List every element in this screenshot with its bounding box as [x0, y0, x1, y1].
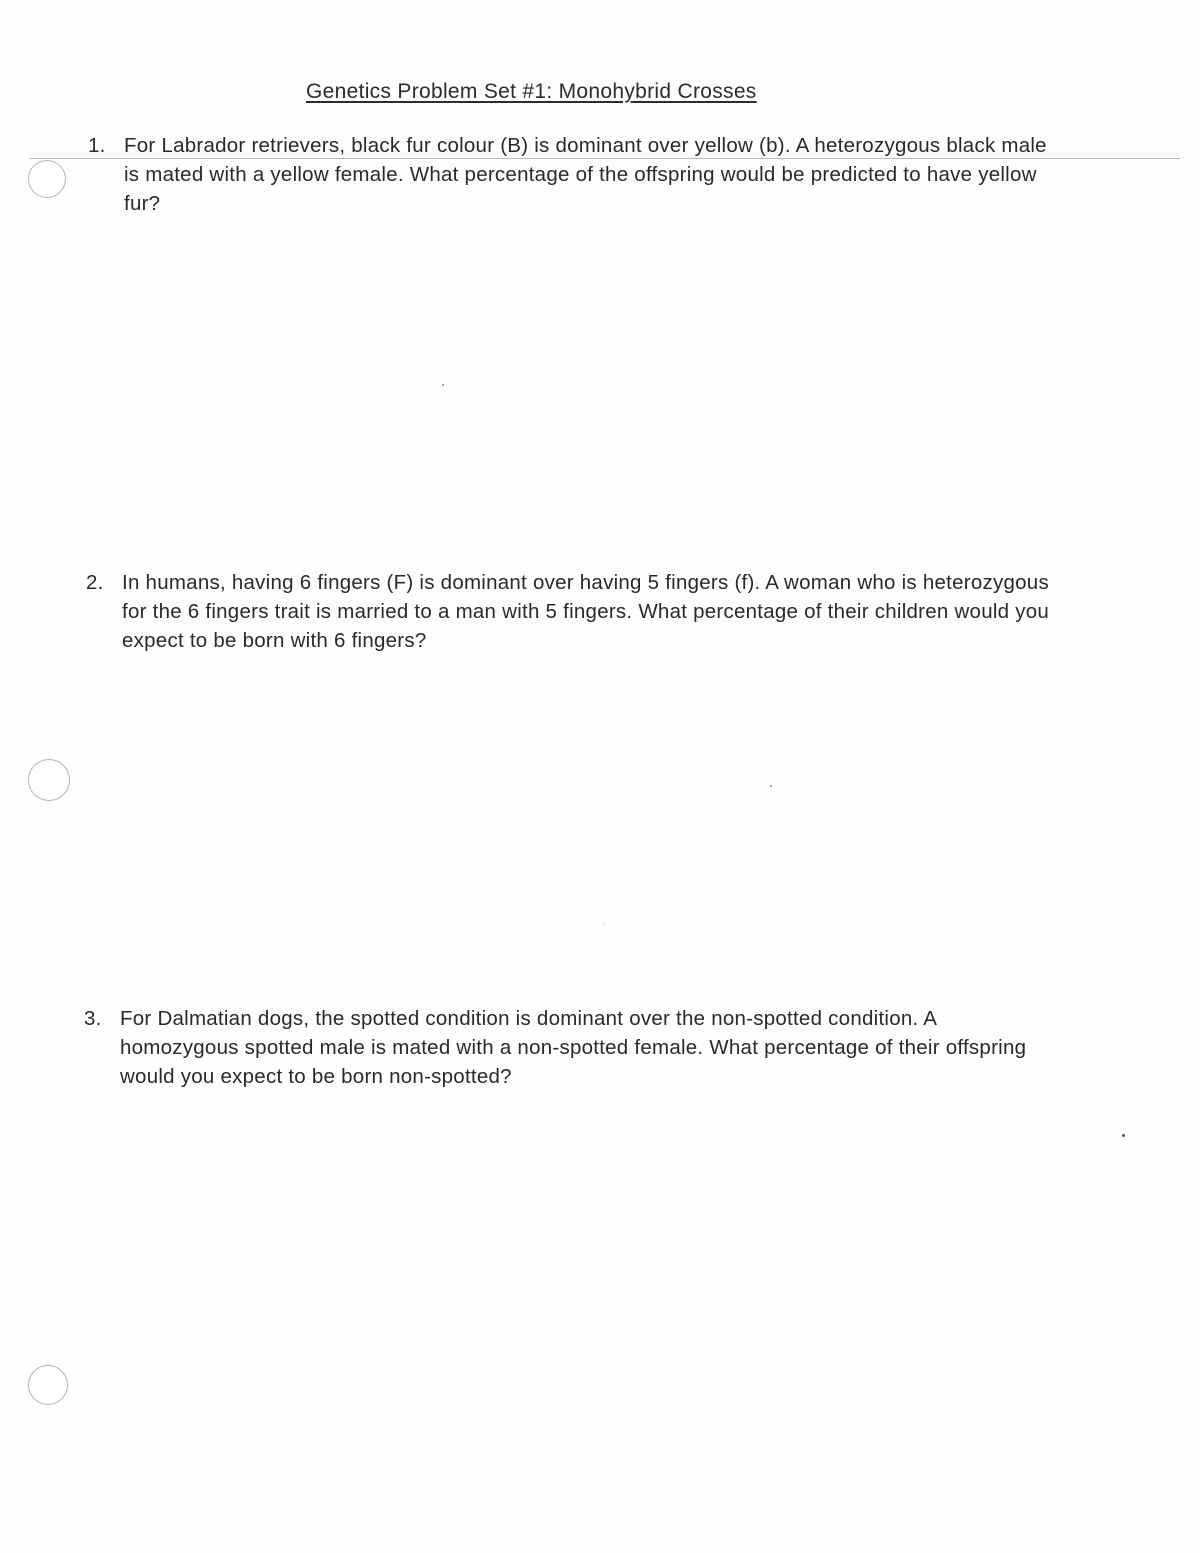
question-3	[84, 1004, 1064, 1091]
question-number: 2.	[86, 571, 104, 594]
scan-speck	[1122, 1134, 1125, 1137]
punch-hole-icon	[28, 759, 70, 801]
scan-speck	[603, 924, 604, 925]
question-2	[86, 568, 1066, 655]
scan-speck	[770, 785, 772, 787]
scan-speck	[442, 384, 444, 386]
question-number: 1.	[88, 134, 106, 157]
question-text: For Labrador retrievers, black fur colour (B) is dominant over yellow (b). A heterozygous black male is mated with a yellow female. What percentage of the offspring would be predicted to have yellow fur?	[124, 134, 1047, 215]
punch-hole-icon	[28, 1365, 68, 1405]
punch-hole-icon	[28, 160, 66, 198]
question-1	[88, 131, 1068, 218]
question-number: 3.	[84, 1007, 102, 1030]
page-title: Genetics Problem Set #1: Monohybrid Crosses	[306, 80, 757, 103]
question-text: For Dalmatian dogs, the spotted condition is dominant over the non-spotted condition. A homozygous spotted male is mated with a non-spotted female. What percentage of their offspring would you expect to be born non-spotted?	[120, 1007, 1027, 1088]
question-text: In humans, having 6 fingers (F) is dominant over having 5 fingers (f). A woman who is heterozygous for the 6 fingers trait is married to a man with 5 fingers. What percentage of their children would you expect to be born with 6 fingers?	[122, 571, 1050, 652]
